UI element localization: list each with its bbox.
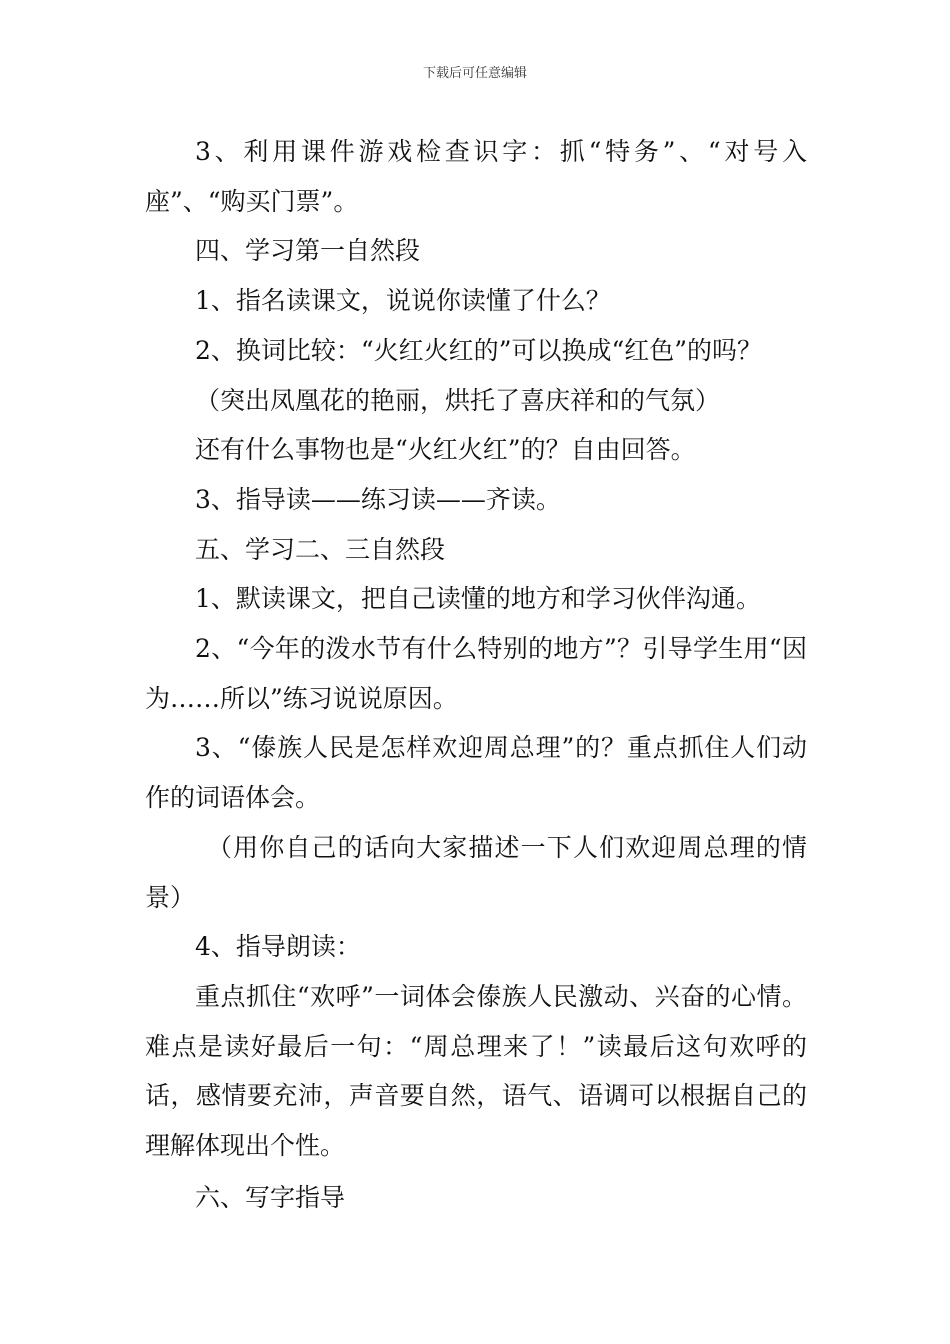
paragraph-guided-reading: 3、指导读——练习读——齐读。 [195, 484, 561, 514]
paragraph-water-festival: 2、“今年的泼水节有什么特别的地方”？引导学生用“因为……所以”练习说说原因。 [145, 634, 807, 713]
paragraph-describe-scene: （用你自己的话向大家描述一下人们欢迎周总理的情景） [145, 832, 807, 912]
paragraph-note-phoenix-flower: （突出凤凰花的艳丽，烘托了喜庆祥和的气氛） [195, 385, 721, 415]
paragraph-literacy-game: 3、利用课件游戏检查识字：抓“特务”、“对号入座”、“购买门票”。 [145, 137, 807, 216]
paragraph-welcome-premier: 3、“傣族人民是怎样欢迎周总理”的？重点抓住人们动作的词语体会。 [145, 733, 807, 813]
paragraph-guided-oral-reading: 4、指导朗读： [195, 932, 361, 962]
document-body [145, 127, 807, 1222]
paragraph-word-compare: 2、换词比较：“火红火红的”可以换成“红色”的吗？ [195, 335, 763, 365]
paragraph-silent-reading: 1、默读课文，把自己读懂的地方和学习伙伴沟通。 [195, 584, 761, 614]
paragraph-free-answer: 还有什么事物也是“火红火红”的？自由回答。 [195, 435, 696, 465]
paragraph-read-aloud: 1、指名读课文，说说你读懂了什么？ [195, 286, 611, 316]
section-heading-4: 四、学习第一自然段 [195, 236, 421, 266]
section-heading-6: 六、写字指导 [195, 1182, 346, 1212]
paragraph-key-points: 重点抓住“欢呼”一词体会傣族人民激动、兴奋的心情。难点是读好最后一句：“周总理来了！”读最后这句欢呼的话，感情要充沛，声音要自然，语气、语调可以根据自己的理解体现出个性。 [145, 981, 807, 1161]
page-header: 下载后可任意编辑 [422, 66, 527, 81]
section-heading-5: 五、学习二、三自然段 [195, 534, 446, 564]
